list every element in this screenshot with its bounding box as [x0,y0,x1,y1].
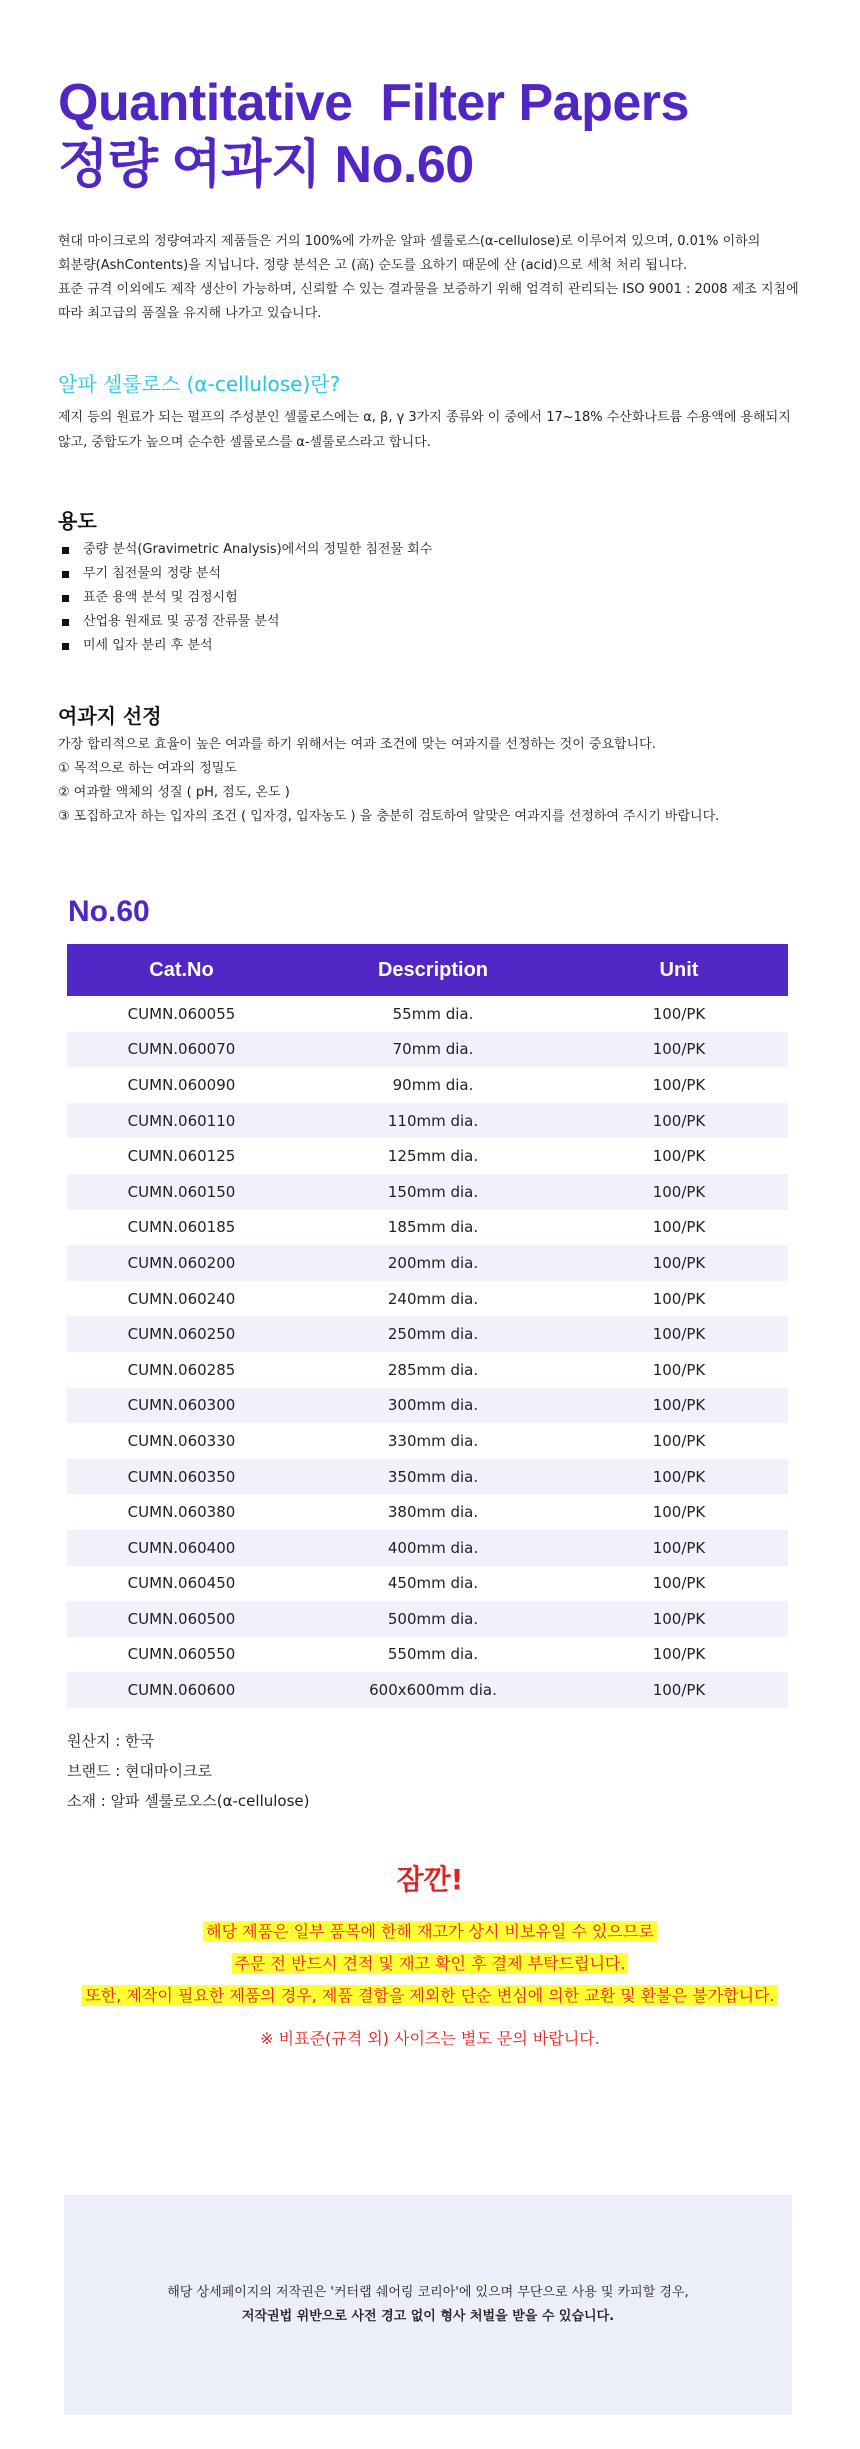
alpha-line: 제지 등의 원료가 되는 펄프의 주성분인 셀룰로스에는 α, β, γ 3가지 종류와 이 중에서 17~18% 수산화나트륨 수용액에 용해되지 [58,410,791,425]
intro-paragraph [58,230,818,326]
cell-cat-no: CUMN.060070 [67,1032,296,1068]
cell-cat-no: CUMN.060055 [127,1004,236,1023]
cell-unit: 100/PK [570,1103,788,1139]
alpha-cellulose-description [58,405,818,455]
cell-description: 125mm dia. [387,1147,479,1166]
table-row [67,1245,788,1281]
cell-description: 250mm dia. [296,1316,570,1352]
cell-description: 185mm dia. [387,1218,479,1237]
cell-description: 400mm dia. [296,1530,570,1566]
cell-cat-no: CUMN.060600 [67,1672,296,1708]
notice-title: 잠깐! [396,1863,464,1896]
cell-unit: 100/PK [570,1601,788,1637]
cell-unit: 100/PK [652,1645,706,1664]
table-row [67,1067,788,1103]
header-unit: Unit [570,944,788,996]
cell-unit: 100/PK [652,1574,706,1593]
spec-table [67,944,788,1708]
table-row [67,1316,788,1352]
intro-line: 회분량(AshContents)을 지닙니다. 정량 분석은 고 (高) 순도를 요하기 때문에 산 (acid)으로 세척 처리 됩니다. [58,258,688,273]
square-bullet-icon [62,571,69,578]
usage-item [62,538,432,562]
cell-unit: 100/PK [652,1289,706,1308]
header-description: Description [296,944,570,996]
table-row [67,1423,788,1459]
cell-unit: 100/PK [570,1388,788,1424]
origin-country: 원산지 : 한국 [67,1732,155,1750]
cell-description: 150mm dia. [296,1174,570,1210]
cell-cat-no: CUMN.060200 [67,1245,296,1281]
selection-description [58,733,828,829]
cell-description: 600x600mm dia. [296,1672,570,1708]
cell-description: 300mm dia. [296,1388,570,1424]
cell-unit: 100/PK [652,1004,706,1023]
cell-unit: 100/PK [652,1431,706,1450]
square-bullet-icon [62,547,69,554]
square-bullet-icon [62,619,69,626]
usage-item-label: 중량 분석(Gravimetric Analysis)에서의 정밀한 침전물 회수 [83,542,433,557]
notice-line [0,1916,860,1948]
notice-nonstandard-size: ※ 비표준(규격 외) 사이즈는 별도 문의 바랍니다. [260,2029,600,2048]
table-row [67,996,788,1032]
table-row [67,1281,788,1317]
cell-description: 550mm dia. [387,1645,479,1664]
cell-cat-no: CUMN.060125 [127,1147,236,1166]
table-row [67,1494,788,1530]
cell-cat-no: CUMN.060500 [67,1601,296,1637]
cell-description: 450mm dia. [387,1574,479,1593]
cell-cat-no: CUMN.060400 [67,1530,296,1566]
intro-line: 표준 규격 이외에도 제작 생산이 가능하며, 신뢰할 수 있는 결과물을 보증하기 위해 엄격히 관리되는 ISO 9001 : 2008 제조 지침에 [58,282,799,297]
table-row [67,1459,788,1495]
table-row [67,1210,788,1246]
usage-item-label: 표준 용액 분석 및 검정시험 [83,590,238,605]
alpha-cellulose-heading: 알파 셀룰로스 (α-cellulose)란? [58,372,341,396]
table-row [67,1601,788,1637]
cell-cat-no: CUMN.060330 [127,1431,236,1450]
notice-line-text: 해당 제품은 일부 품목에 한해 재고가 상시 비보유일 수 있으므로 [203,1921,657,1942]
origin-material: 소재 : 알파 셀룰로오스(α-cellulose) [67,1792,310,1810]
square-bullet-icon [62,595,69,602]
cell-description: 285mm dia. [387,1360,479,1379]
cell-cat-no: CUMN.060185 [127,1218,236,1237]
cell-unit: 100/PK [652,1503,706,1522]
cell-cat-no: CUMN.060350 [67,1459,296,1495]
table-row [67,1352,788,1388]
cell-unit: 100/PK [652,1360,706,1379]
cell-cat-no: CUMN.060150 [67,1174,296,1210]
cell-description: 350mm dia. [296,1459,570,1495]
cell-cat-no: CUMN.060250 [67,1316,296,1352]
copyright-warning: 저작권법 위반으로 사전 경고 없이 형사 처벌을 받을 수 있습니다. [241,2309,615,2324]
table-row [67,1637,788,1673]
spec-table-body [67,996,788,1708]
square-bullet-icon [62,643,69,650]
cell-description: 380mm dia. [387,1503,479,1522]
cell-unit: 100/PK [652,1075,706,1094]
cell-unit: 100/PK [652,1147,706,1166]
table-row [67,1566,788,1602]
cell-cat-no: CUMN.060285 [127,1360,236,1379]
selection-line: ① 목적으로 하는 여과의 정밀도 [58,761,237,776]
usage-list [62,538,432,658]
usage-item-label: 미세 입자 분리 후 분석 [83,638,213,653]
cell-cat-no: CUMN.060240 [127,1289,236,1308]
cell-unit: 100/PK [570,1672,788,1708]
cell-cat-no: CUMN.060550 [127,1645,236,1664]
cell-unit: 100/PK [570,1459,788,1495]
product-origin-info [67,1726,309,1816]
table-row [67,1530,788,1566]
product-model-title: No.60 [68,895,150,928]
cell-unit: 100/PK [570,1032,788,1068]
table-header-row [67,944,788,996]
table-row [67,1672,788,1708]
usage-item-label: 산업용 원재료 및 공정 잔류물 분석 [83,614,280,629]
cell-description: 200mm dia. [296,1245,570,1281]
cell-description: 240mm dia. [387,1289,479,1308]
usage-item [62,586,432,610]
selection-line: ③ 포집하고자 하는 입자의 조건 ( 입자경, 입자농도 ) 을 충분히 검토하여 알맞은 여과지를 선정하여 주시기 바랍니다. [58,809,720,824]
cell-unit: 100/PK [570,1245,788,1281]
notice-line [0,1948,860,1980]
table-row [67,1138,788,1174]
usage-item-label: 무기 침전물의 정량 분석 [83,566,221,581]
copyright-notice [64,2195,792,2415]
cell-cat-no: CUMN.060380 [127,1503,236,1522]
selection-line: ② 여과할 액체의 성질 ( pH, 점도, 온도 ) [58,785,290,800]
table-row [67,1388,788,1424]
intro-line: 현대 마이크로의 정량여과지 제품들은 거의 100%에 가까운 알파 셀룰로스(α-cellulose)로 이루어져 있으며, 0.01% 이하의 [58,234,761,249]
table-row [67,1032,788,1068]
usage-heading: 용도 [58,509,97,533]
cell-unit: 100/PK [570,1174,788,1210]
cell-cat-no: CUMN.060110 [67,1103,296,1139]
cell-cat-no: CUMN.060300 [67,1388,296,1424]
notice-line [0,1980,860,2012]
cell-description: 55mm dia. [392,1004,474,1023]
title-line-english: Quantitative Filter Papers [58,74,689,132]
cell-description: 110mm dia. [296,1103,570,1139]
cell-description: 90mm dia. [392,1075,474,1094]
copyright-line: 해당 상세페이지의 저작권은 '커터랩 쉐어링 코리아'에 있으며 무단으로 사용 및 카피할 경우, [167,2285,689,2300]
table-row [67,1103,788,1139]
intro-line: 따라 최고급의 품질을 유지해 나가고 있습니다. [58,306,322,321]
cell-description: 500mm dia. [296,1601,570,1637]
cell-unit: 100/PK [570,1316,788,1352]
header-cat-no: Cat.No [67,944,296,996]
cell-cat-no: CUMN.060090 [127,1075,236,1094]
selection-line: 가장 합리적으로 효율이 높은 여과를 하기 위해서는 여과 조건에 맞는 여과지를 선정하는 것이 중요합니다. [58,737,656,752]
selection-heading: 여과지 선정 [58,704,162,728]
cell-cat-no: CUMN.060450 [127,1574,236,1593]
usage-item [62,610,432,634]
usage-item [62,562,432,586]
cell-description: 70mm dia. [296,1032,570,1068]
alpha-line: 않고, 중합도가 높으며 순수한 셀룰로스를 α-셀룰로스라고 합니다. [58,435,431,450]
notice-section [0,1858,860,2049]
usage-item [62,634,432,658]
notice-line-text: 또한, 제작이 필요한 제품의 경우, 제품 결함을 제외한 단순 변심에 의한 교환 및 환불은 불가합니다. [82,1985,777,2006]
page-title [58,72,689,196]
title-line-korean: 정량 여과지 No.60 [58,136,474,194]
table-row [67,1174,788,1210]
cell-description: 330mm dia. [387,1431,479,1450]
origin-brand: 브랜드 : 현대마이크로 [67,1762,213,1780]
cell-unit: 100/PK [570,1530,788,1566]
notice-line-text: 주문 전 반드시 견적 및 재고 확인 후 결제 부탁드립니다. [232,1953,629,1974]
cell-unit: 100/PK [652,1218,706,1237]
